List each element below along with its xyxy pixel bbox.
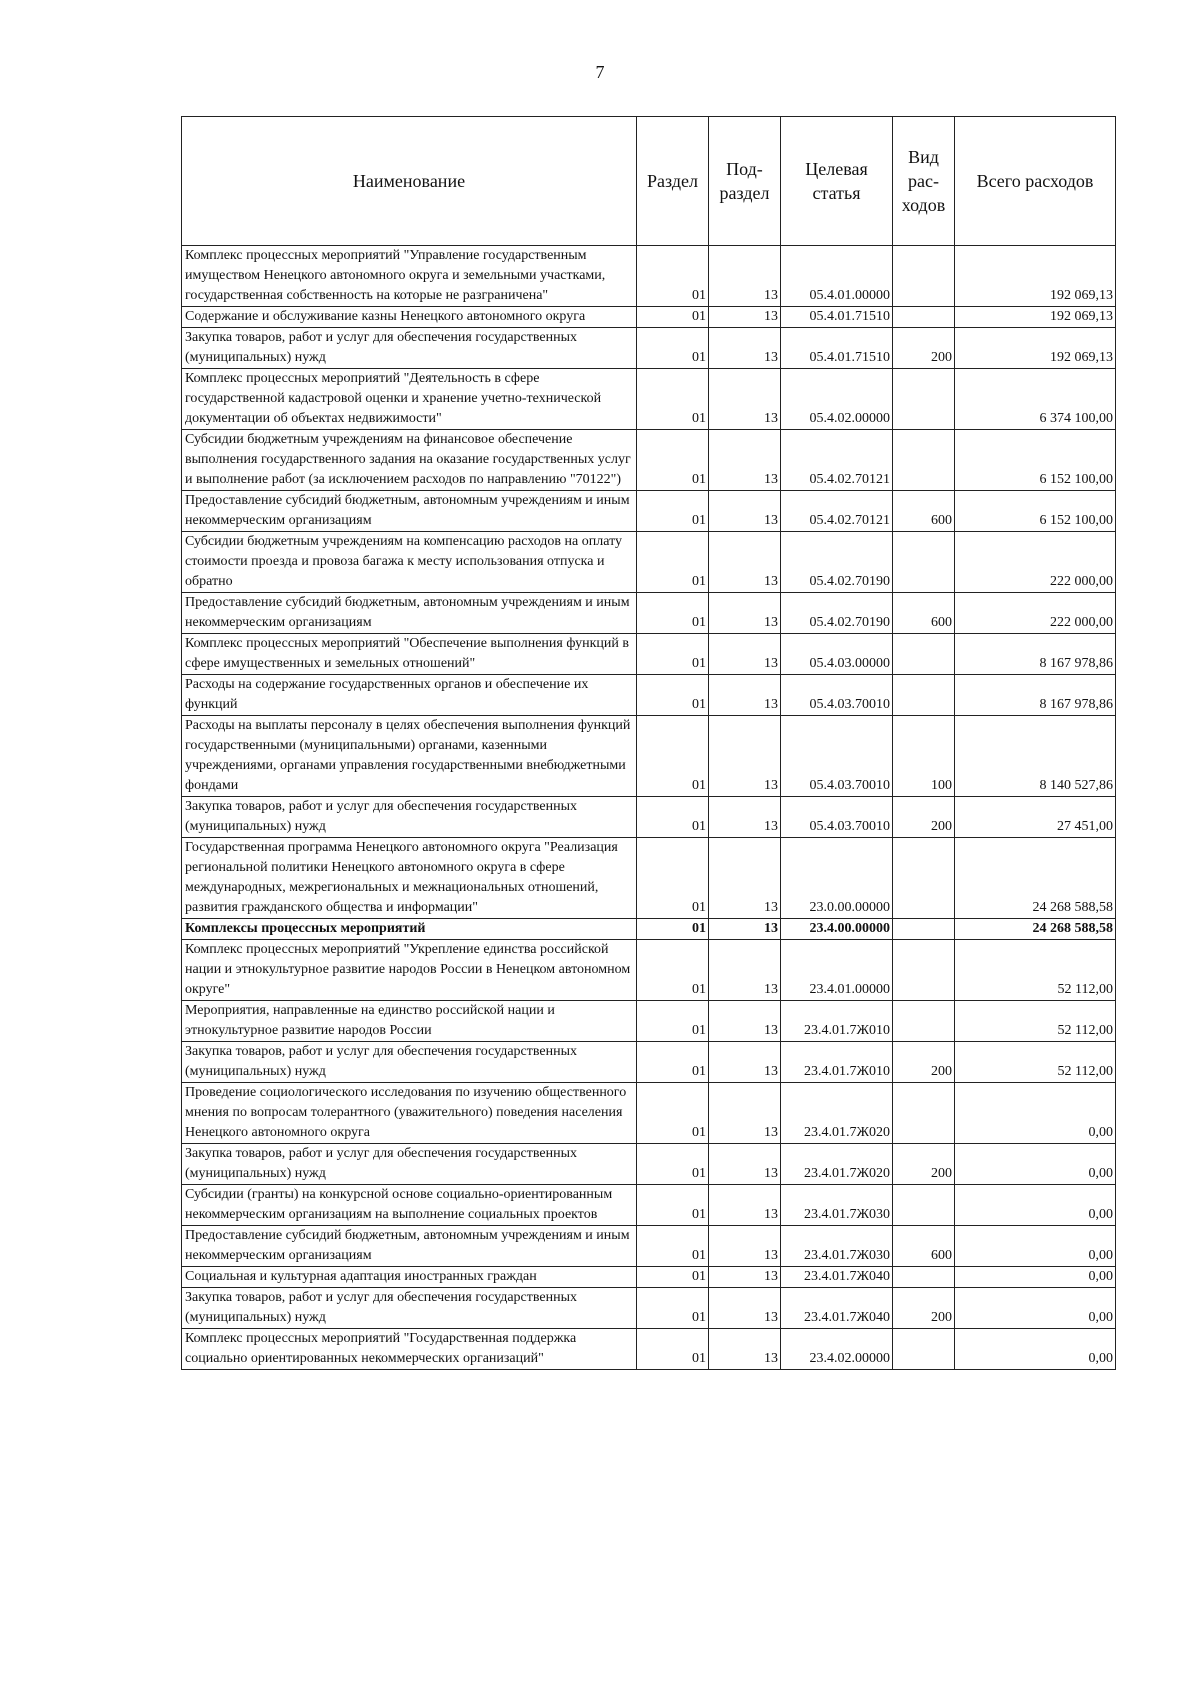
name-cell: Предоставление субсидий бюджетным, автономным учреждениям и иным некоммерческим организациям: [182, 491, 637, 532]
target-cell: 23.4.01.7Ж030: [781, 1226, 893, 1267]
section-cell: 01: [637, 797, 709, 838]
target-cell: 23.4.02.00000: [781, 1329, 893, 1370]
target-cell: 23.4.01.7Ж020: [781, 1083, 893, 1144]
subsection-cell: 13: [709, 675, 781, 716]
header-section: Раздел: [637, 117, 709, 246]
header-name: Наименование: [182, 117, 637, 246]
table-row: [182, 491, 1116, 532]
table-row: [182, 1288, 1116, 1329]
section-cell: 01: [637, 838, 709, 919]
target-cell: 05.4.02.70121: [781, 491, 893, 532]
table-row: [182, 430, 1116, 491]
total-cell: 192 069,13: [955, 307, 1116, 328]
table-row: [182, 246, 1116, 307]
kind-cell: [893, 430, 955, 491]
total-cell: 27 451,00: [955, 797, 1116, 838]
name-cell: Предоставление субсидий бюджетным, автономным учреждениям и иным некоммерческим организациям: [182, 1226, 637, 1267]
table-header-row: [182, 117, 1116, 246]
name-cell: Субсидии бюджетным учреждениям на финансовое обеспечение выполнения государственного задания на оказание государственных услуг и выполнение работ (за исключением расходов по направлению "70122"): [182, 430, 637, 491]
section-cell: 01: [637, 1267, 709, 1288]
kind-cell: 200: [893, 1144, 955, 1185]
subsection-cell: 13: [709, 246, 781, 307]
total-cell: 8 167 978,86: [955, 634, 1116, 675]
table-row: [182, 1083, 1116, 1144]
kind-cell: 200: [893, 1042, 955, 1083]
section-cell: 01: [637, 634, 709, 675]
name-cell: Социальная и культурная адаптация иностранных граждан: [182, 1267, 637, 1288]
target-cell: 23.4.01.00000: [781, 940, 893, 1001]
target-cell: 05.4.02.70121: [781, 430, 893, 491]
kind-cell: [893, 532, 955, 593]
kind-cell: [893, 1185, 955, 1226]
target-cell: 05.4.03.70010: [781, 675, 893, 716]
name-cell: Комплекс процессных мероприятий "Управление государственным имуществом Ненецкого автономного округа и земельными участками, государственная собственность на которые не разграничена": [182, 246, 637, 307]
table-row: [182, 369, 1116, 430]
target-cell: 23.0.00.00000: [781, 838, 893, 919]
budget-table: [181, 116, 1116, 1370]
target-cell: 23.4.00.00000: [781, 919, 893, 940]
subsection-cell: 13: [709, 1226, 781, 1267]
section-cell: 01: [637, 1042, 709, 1083]
table-row: [182, 797, 1116, 838]
kind-cell: 600: [893, 1226, 955, 1267]
kind-cell: [893, 634, 955, 675]
subsection-cell: 13: [709, 593, 781, 634]
name-cell: Закупка товаров, работ и услуг для обеспечения государственных (муниципальных) нужд: [182, 328, 637, 369]
total-cell: 0,00: [955, 1329, 1116, 1370]
total-cell: 52 112,00: [955, 1042, 1116, 1083]
total-cell: 192 069,13: [955, 246, 1116, 307]
table-body: [182, 246, 1116, 1370]
total-cell: 52 112,00: [955, 940, 1116, 1001]
section-cell: 01: [637, 716, 709, 797]
table-row: [182, 1185, 1116, 1226]
kind-cell: [893, 919, 955, 940]
total-cell: 0,00: [955, 1288, 1116, 1329]
name-cell: Содержание и обслуживание казны Ненецкого автономного округа: [182, 307, 637, 328]
table-row: [182, 1267, 1116, 1288]
kind-cell: 600: [893, 491, 955, 532]
section-cell: 01: [637, 940, 709, 1001]
kind-cell: [893, 675, 955, 716]
total-cell: 222 000,00: [955, 532, 1116, 593]
name-cell: Закупка товаров, работ и услуг для обеспечения государственных (муниципальных) нужд: [182, 797, 637, 838]
subsection-cell: 13: [709, 369, 781, 430]
section-cell: 01: [637, 1226, 709, 1267]
name-cell: Комплексы процессных мероприятий: [182, 919, 637, 940]
target-cell: 23.4.01.7Ж020: [781, 1144, 893, 1185]
name-cell: Расходы на содержание государственных органов и обеспечение их функций: [182, 675, 637, 716]
table-row: [182, 1001, 1116, 1042]
section-cell: 01: [637, 675, 709, 716]
total-cell: 6 152 100,00: [955, 430, 1116, 491]
section-cell: 01: [637, 307, 709, 328]
target-cell: 23.4.01.7Ж030: [781, 1185, 893, 1226]
kind-cell: [893, 369, 955, 430]
subsection-cell: 13: [709, 1144, 781, 1185]
total-cell: 24 268 588,58: [955, 838, 1116, 919]
total-cell: 222 000,00: [955, 593, 1116, 634]
target-cell: 05.4.01.00000: [781, 246, 893, 307]
name-cell: Комплекс процессных мероприятий "Государственная поддержка социально ориентированных некоммерческих организаций": [182, 1329, 637, 1370]
name-cell: Комплекс процессных мероприятий "Деятельность в сфере государственной кадастровой оценки и хранение учетно-технической документации об объектах недвижимости": [182, 369, 637, 430]
subsection-cell: 13: [709, 1267, 781, 1288]
total-cell: 0,00: [955, 1185, 1116, 1226]
section-cell: 01: [637, 430, 709, 491]
total-cell: 8 140 527,86: [955, 716, 1116, 797]
target-cell: 05.4.02.70190: [781, 593, 893, 634]
subsection-cell: 13: [709, 716, 781, 797]
total-cell: 0,00: [955, 1144, 1116, 1185]
total-cell: 6 374 100,00: [955, 369, 1116, 430]
target-cell: 23.4.01.7Ж040: [781, 1267, 893, 1288]
subsection-cell: 13: [709, 307, 781, 328]
subsection-cell: 13: [709, 919, 781, 940]
total-cell: 24 268 588,58: [955, 919, 1116, 940]
name-cell: Закупка товаров, работ и услуг для обеспечения государственных (муниципальных) нужд: [182, 1042, 637, 1083]
subsection-cell: 13: [709, 1001, 781, 1042]
kind-cell: [893, 1083, 955, 1144]
subsection-cell: 13: [709, 940, 781, 1001]
kind-cell: 600: [893, 593, 955, 634]
table-row: [182, 307, 1116, 328]
kind-cell: [893, 1329, 955, 1370]
table-row: [182, 838, 1116, 919]
section-cell: 01: [637, 369, 709, 430]
target-cell: 05.4.02.70190: [781, 532, 893, 593]
section-cell: 01: [637, 246, 709, 307]
target-cell: 05.4.03.70010: [781, 716, 893, 797]
kind-cell: [893, 246, 955, 307]
table-row: [182, 1226, 1116, 1267]
subsection-cell: 13: [709, 634, 781, 675]
subsection-cell: 13: [709, 797, 781, 838]
kind-cell: [893, 307, 955, 328]
total-cell: 52 112,00: [955, 1001, 1116, 1042]
name-cell: Комплекс процессных мероприятий "Обеспечение выполнения функций в сфере имущественных и земельных отношений": [182, 634, 637, 675]
kind-cell: [893, 940, 955, 1001]
name-cell: Проведение социологического исследования по изучению общественного мнения по вопросам толерантного (уважительного) поведения населения Ненецкого автономного округа: [182, 1083, 637, 1144]
total-cell: 192 069,13: [955, 328, 1116, 369]
header-target: Целевая статья: [781, 117, 893, 246]
section-cell: 01: [637, 1001, 709, 1042]
target-cell: 23.4.01.7Ж010: [781, 1042, 893, 1083]
table-row: [182, 1042, 1116, 1083]
table-row: [182, 1329, 1116, 1370]
section-cell: 01: [637, 532, 709, 593]
subsection-cell: 13: [709, 1329, 781, 1370]
table-row: [182, 919, 1116, 940]
kind-cell: [893, 1267, 955, 1288]
name-cell: Комплекс процессных мероприятий "Укрепление единства российской нации и этнокультурное развитие народов России в Ненецком автономном округе": [182, 940, 637, 1001]
section-cell: 01: [637, 1329, 709, 1370]
target-cell: 05.4.02.00000: [781, 369, 893, 430]
total-cell: 0,00: [955, 1083, 1116, 1144]
target-cell: 23.4.01.7Ж040: [781, 1288, 893, 1329]
table-row: [182, 634, 1116, 675]
section-cell: 01: [637, 1144, 709, 1185]
section-cell: 01: [637, 1185, 709, 1226]
target-cell: 23.4.01.7Ж010: [781, 1001, 893, 1042]
total-cell: 0,00: [955, 1267, 1116, 1288]
table-row: [182, 675, 1116, 716]
table-row: [182, 1144, 1116, 1185]
section-cell: 01: [637, 919, 709, 940]
name-cell: Государственная программа Ненецкого автономного округа "Реализация региональной политики Ненецкого автономного округа в сфере международных, межрегиональных и межнациональных отношений, развития гражданского общества и информации": [182, 838, 637, 919]
section-cell: 01: [637, 491, 709, 532]
name-cell: Мероприятия, направленные на единство российской нации и этнокультурное развитие народов России: [182, 1001, 637, 1042]
section-cell: 01: [637, 328, 709, 369]
section-cell: 01: [637, 593, 709, 634]
name-cell: Закупка товаров, работ и услуг для обеспечения государственных (муниципальных) нужд: [182, 1288, 637, 1329]
subsection-cell: 13: [709, 838, 781, 919]
subsection-cell: 13: [709, 532, 781, 593]
section-cell: 01: [637, 1083, 709, 1144]
subsection-cell: 13: [709, 1083, 781, 1144]
target-cell: 05.4.03.00000: [781, 634, 893, 675]
total-cell: 8 167 978,86: [955, 675, 1116, 716]
header-kind: Вид рас- ходов: [893, 117, 955, 246]
total-cell: 0,00: [955, 1226, 1116, 1267]
name-cell: Предоставление субсидий бюджетным, автономным учреждениям и иным некоммерческим организациям: [182, 593, 637, 634]
header-subsection: Под- раздел: [709, 117, 781, 246]
name-cell: Расходы на выплаты персоналу в целях обеспечения выполнения функций государственными (муниципальными) органами, казенными учреждениями, органами управления государственными внебюджетными фондами: [182, 716, 637, 797]
kind-cell: 200: [893, 1288, 955, 1329]
subsection-cell: 13: [709, 1185, 781, 1226]
kind-cell: 100: [893, 716, 955, 797]
subsection-cell: 13: [709, 430, 781, 491]
total-cell: 6 152 100,00: [955, 491, 1116, 532]
table-row: [182, 328, 1116, 369]
name-cell: Закупка товаров, работ и услуг для обеспечения государственных (муниципальных) нужд: [182, 1144, 637, 1185]
table-row: [182, 940, 1116, 1001]
subsection-cell: 13: [709, 328, 781, 369]
kind-cell: 200: [893, 797, 955, 838]
page-number: 7: [595, 62, 605, 82]
name-cell: Субсидии бюджетным учреждениям на компенсацию расходов на оплату стоимости проезда и провоза багажа к месту использования отпуска и обратно: [182, 532, 637, 593]
header-total: Всего расходов: [955, 117, 1116, 246]
table-row: [182, 532, 1116, 593]
target-cell: 05.4.03.70010: [781, 797, 893, 838]
target-cell: 05.4.01.71510: [781, 328, 893, 369]
kind-cell: 200: [893, 328, 955, 369]
table-row: [182, 593, 1116, 634]
target-cell: 05.4.01.71510: [781, 307, 893, 328]
kind-cell: [893, 838, 955, 919]
subsection-cell: 13: [709, 1042, 781, 1083]
subsection-cell: 13: [709, 1288, 781, 1329]
name-cell: Субсидии (гранты) на конкурсной основе социально-ориентированным некоммерческим организациям на выполнение социальных проектов: [182, 1185, 637, 1226]
subsection-cell: 13: [709, 491, 781, 532]
kind-cell: [893, 1001, 955, 1042]
section-cell: 01: [637, 1288, 709, 1329]
table-row: [182, 716, 1116, 797]
